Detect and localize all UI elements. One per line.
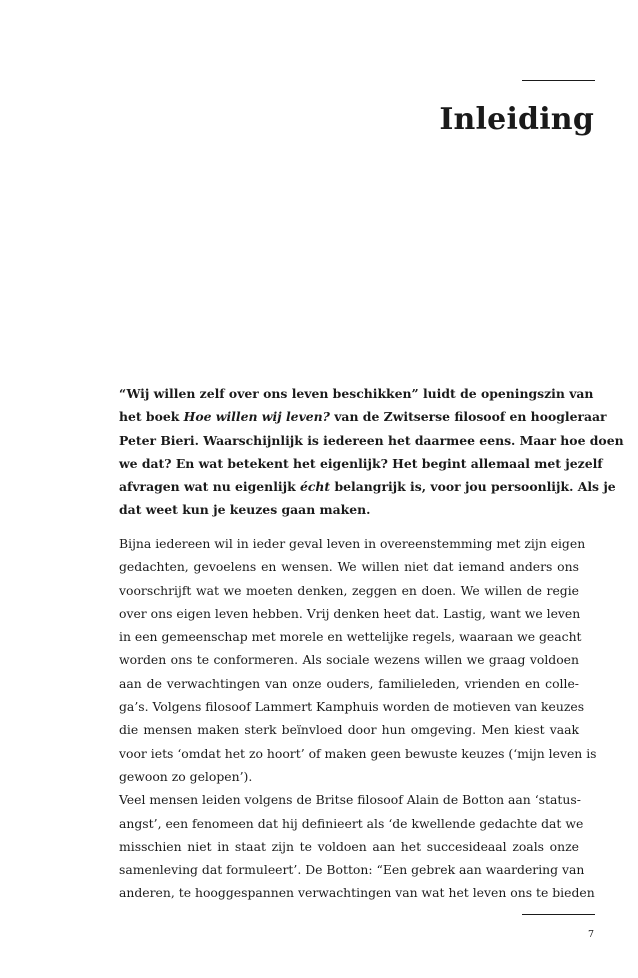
- body-line: over ons eigen leven hebben. Vrij denken heet dat. Lastig, want we leven: [119, 605, 581, 621]
- book-title: Hoe willen wij leven?: [183, 409, 330, 425]
- body-line: ga’s. Volgens filosoof Lammert Kamphuis worden de motieven van keuzes: [119, 699, 585, 715]
- body-paragraphs: [119, 532, 597, 905]
- intro-line: we dat? En wat betekent het eigenlijk? Het begint allemaal met jezelf: [119, 455, 603, 471]
- body-line: samenleving dat formuleert’. De Botton: “Een gebrek aan waardering van: [119, 862, 585, 878]
- body-line: worden ons te conformeren. Als sociale wezens willen we graag voldoen: [119, 652, 579, 668]
- body-line: die mensen maken sterk beïnvloed door hun omgeving. Men kiest vaak: [119, 722, 579, 738]
- intro-line: afvragen wat nu eigenlijk écht belangrijk is, voor jou persoonlijk. Als je: [119, 479, 616, 495]
- intro-line: dat weet kun je keuzes gaan maken.: [119, 502, 371, 518]
- body-line: Veel mensen leiden volgens de Britse filosoof Alain de Botton aan ‘status-: [119, 792, 581, 808]
- intro-line: “Wij willen zelf over ons leven beschikken” luidt de openingszin van: [119, 386, 594, 401]
- body-line: gewoon zo gelopen’).: [119, 768, 253, 784]
- intro-line: het boek Hoe willen wij leven? van de Zwitserse filosoof en hoogleraar: [119, 409, 607, 425]
- body-line: aan de verwachtingen van onze ouders, familieleden, vrienden en colle-: [119, 675, 579, 691]
- body-line: gedachten, gevoelens en wensen. We willen niet dat iemand anders ons: [119, 559, 579, 575]
- bottom-rule: [522, 914, 595, 915]
- top-rule: [522, 80, 595, 81]
- body-line: voorschrijft wat we moeten denken, zeggen en doen. We willen de regie: [119, 582, 579, 598]
- emphasis: écht: [300, 479, 331, 495]
- body-line: anderen, te hooggespannen verwachtingen van wat het leven ons te bieden: [119, 885, 595, 901]
- body-line: Bijna iedereen wil in ieder geval leven in overeenstemming met zijn eigen: [119, 536, 586, 551]
- body-line: misschien niet in staat zijn te voldoen aan het succesideaal zoals onze: [119, 838, 579, 854]
- intro-line: Peter Bieri. Waarschijnlijk is iedereen het daarmee eens. Maar hoe doen: [119, 432, 624, 448]
- body-line: in een gemeenschap met morele en wettelijke regels, waaraan we geacht: [119, 629, 582, 645]
- intro-paragraph: [119, 382, 624, 522]
- chapter-title: Inleiding: [439, 102, 594, 137]
- body-line: angst’, een fenomeen dat hij definieert als ‘de kwellende gedachte dat we: [119, 815, 584, 831]
- body-line: voor iets ‘omdat het zo hoort’ of maken geen bewuste keuzes (‘mijn leven is: [119, 745, 597, 761]
- page-number: 7: [587, 929, 594, 940]
